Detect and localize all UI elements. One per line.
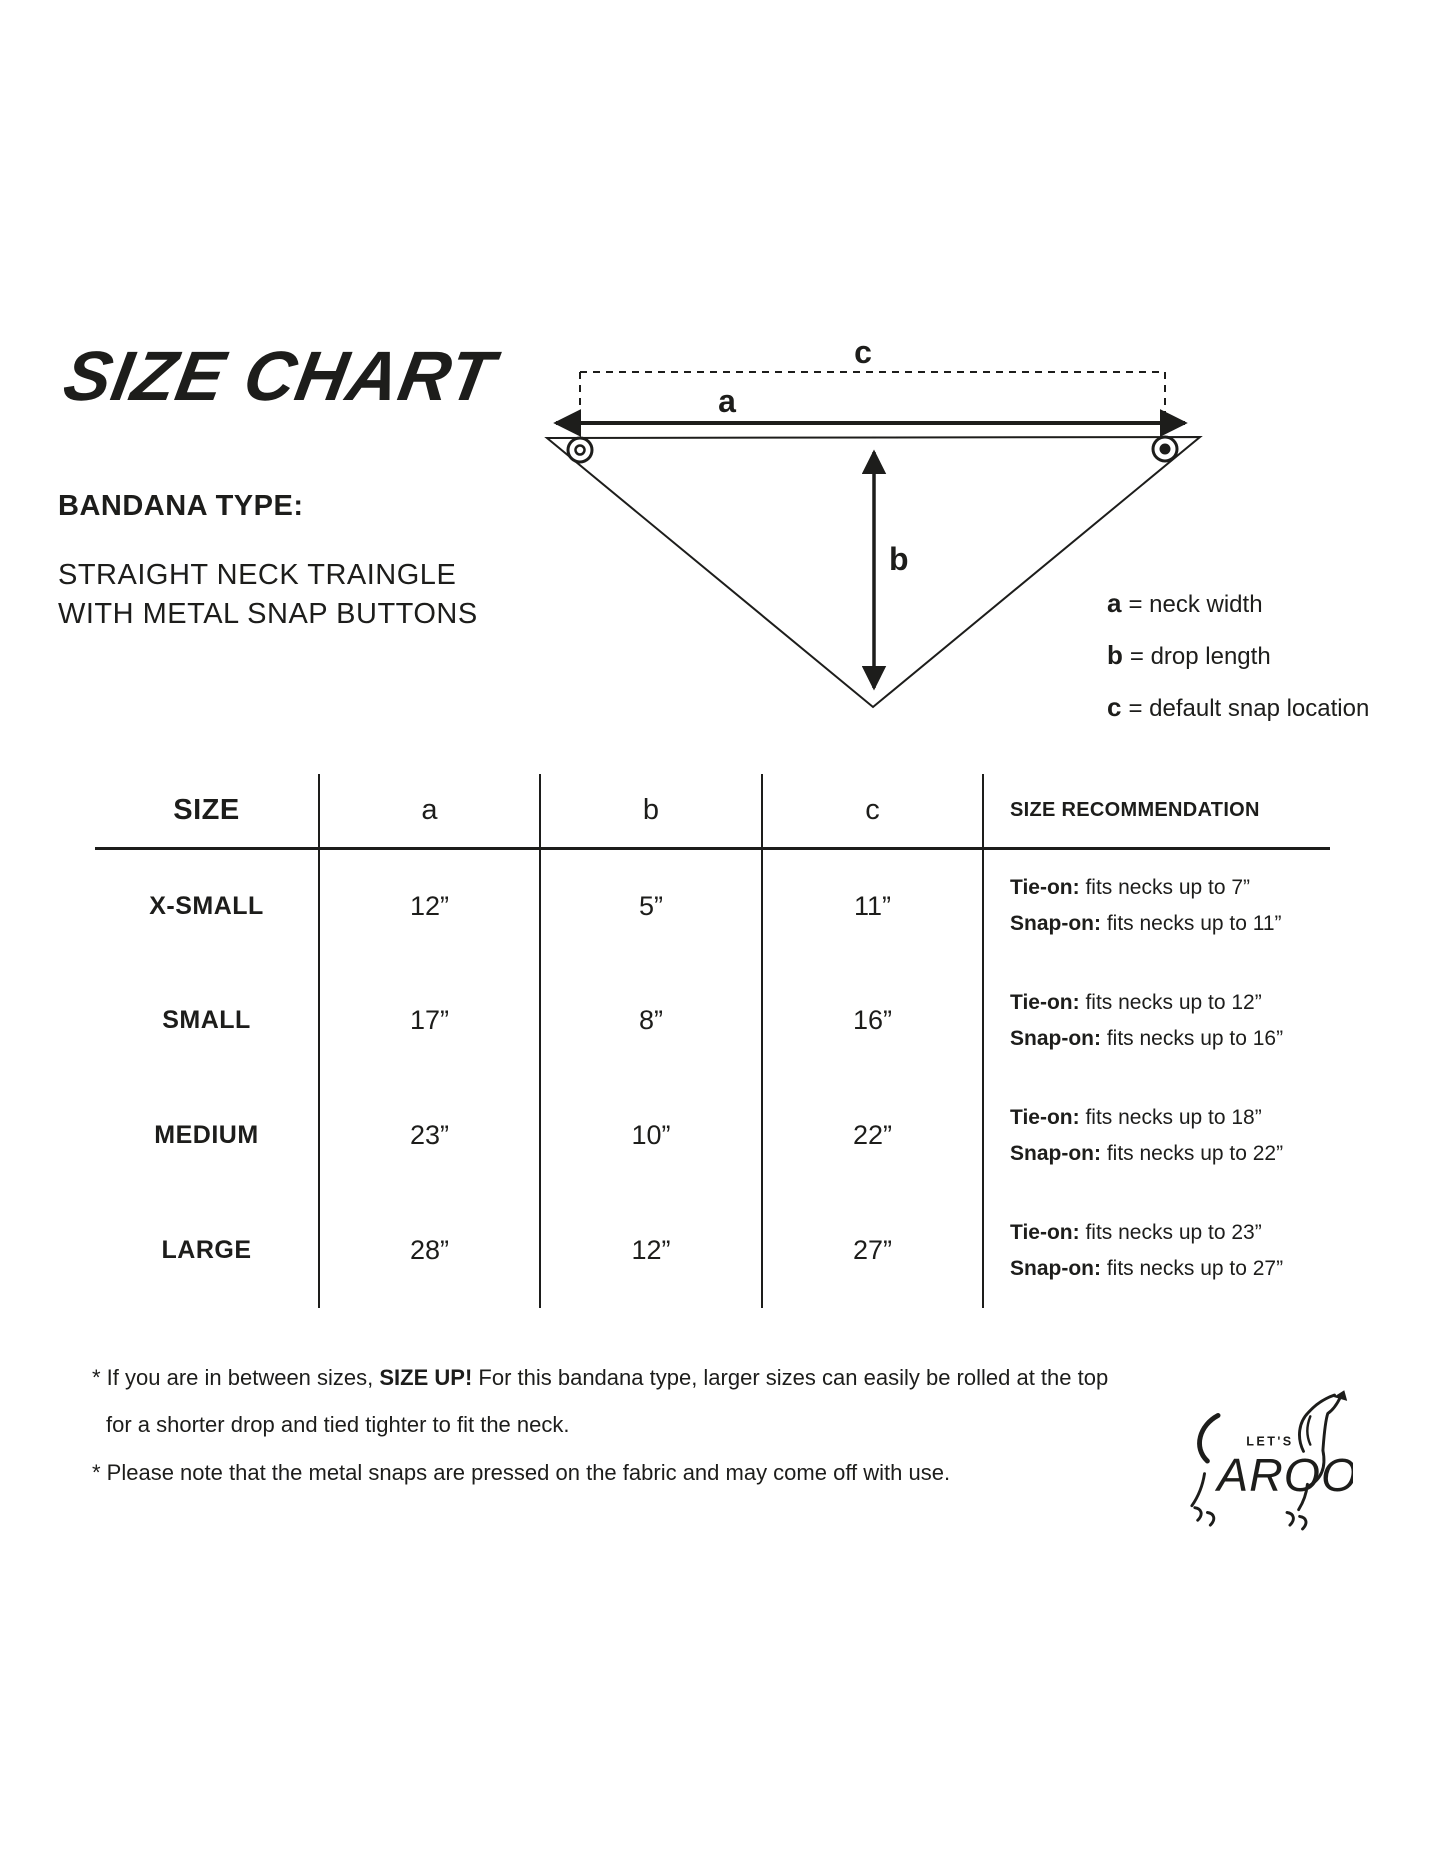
row-recommendation <box>983 1078 1330 1193</box>
page-title: SIZE CHART <box>58 337 501 415</box>
footnotes <box>92 1354 1112 1496</box>
legend-letter-b: b <box>1107 640 1123 670</box>
tie-on-label: Tie-on: <box>1010 1220 1080 1244</box>
legend-letter-c: c <box>1107 692 1122 722</box>
row-a: 17” <box>319 963 540 1078</box>
header-size: SIZE <box>95 774 319 848</box>
row-a: 28” <box>319 1193 540 1308</box>
footnote-size-up: * If you are in between sizes, SIZE UP! For this bandana type, larger sizes can easily be rolled at the top for a shorter drop and tied tighter to fit the neck. <box>92 1365 1109 1437</box>
row-a: 12” <box>319 848 540 963</box>
size-table <box>95 774 1330 1308</box>
dog-head <box>1299 1395 1334 1451</box>
bandana-type-line1: STRAIGHT NECK TRAINGLE <box>58 559 457 591</box>
row-b: 5” <box>540 848 762 963</box>
snap-on-label: Snap-on: <box>1010 1256 1101 1280</box>
row-recommendation <box>983 848 1330 963</box>
row-a: 23” <box>319 1078 540 1193</box>
dog-tail <box>1200 1415 1219 1461</box>
row-b: 12” <box>540 1193 762 1308</box>
diagram-legend <box>1107 578 1369 734</box>
logo-top-text: LET'S <box>1246 1434 1294 1449</box>
snap-on-label: Snap-on: <box>1010 912 1101 936</box>
logo-main-text: AROO <box>1217 1449 1353 1502</box>
table-row <box>95 1193 1330 1308</box>
dog-logo-icon <box>1188 1388 1353 1538</box>
snap-button-right <box>1153 437 1177 461</box>
tie-on-text: fits necks up to 23” <box>1085 1220 1262 1244</box>
row-size: SMALL <box>95 963 319 1078</box>
tie-on-text: fits necks up to 18” <box>1085 1105 1262 1129</box>
brand-logo <box>1188 1388 1353 1543</box>
row-size: X-SMALL <box>95 848 319 963</box>
legend-text-b: = drop length <box>1129 643 1271 670</box>
dog-ear <box>1307 1416 1310 1444</box>
legend-item-b <box>1107 630 1369 682</box>
legend-text-c: = default snap location <box>1128 695 1370 722</box>
snap-on-text: fits necks up to 11” <box>1106 912 1282 936</box>
tie-on-label: Tie-on: <box>1010 876 1080 900</box>
table-row <box>95 963 1330 1078</box>
snap-on-label: Snap-on: <box>1010 1026 1101 1050</box>
row-size: LARGE <box>95 1193 319 1308</box>
footnote-metal-snaps: * Please note that the metal snaps are pressed on the fabric and may come off with use. <box>92 1460 951 1485</box>
bandana-type-line2: WITH METAL SNAP BUTTONS <box>58 598 478 630</box>
row-size: MEDIUM <box>95 1078 319 1193</box>
row-c: 27” <box>762 1193 983 1308</box>
tie-on-label: Tie-on: <box>1010 990 1080 1014</box>
row-b: 10” <box>540 1078 762 1193</box>
table-row <box>95 848 1330 963</box>
snap-on-text: fits necks up to 22” <box>1106 1141 1284 1165</box>
tie-on-label: Tie-on: <box>1010 1105 1080 1129</box>
legend-item-c <box>1107 682 1369 734</box>
header-c: c <box>762 774 983 848</box>
diagram-label-b: b <box>889 541 909 577</box>
tie-on-text: fits necks up to 12” <box>1085 990 1262 1014</box>
legend-letter-a: a <box>1107 588 1122 618</box>
legend-text-a: = neck width <box>1128 591 1263 618</box>
bandana-type-label: BANDANA TYPE: <box>58 490 304 522</box>
snap-button-left <box>568 438 592 462</box>
header-recommendation: SIZE RECOMMENDATION <box>983 774 1330 848</box>
header-a: a <box>319 774 540 848</box>
row-b: 8” <box>540 963 762 1078</box>
snap-on-text: fits necks up to 27” <box>1106 1256 1284 1280</box>
row-c: 11” <box>762 848 983 963</box>
snap-on-label: Snap-on: <box>1010 1141 1101 1165</box>
bandana-type-description <box>58 556 478 634</box>
row-recommendation <box>983 963 1330 1078</box>
legend-item-a <box>1107 578 1369 630</box>
snap-on-text: fits necks up to 16” <box>1106 1026 1284 1050</box>
diagram-label-a: a <box>718 383 736 419</box>
row-c: 16” <box>762 963 983 1078</box>
table-row <box>95 1078 1330 1193</box>
row-c: 22” <box>762 1078 983 1193</box>
row-recommendation <box>983 1193 1330 1308</box>
tie-on-text: fits necks up to 7” <box>1085 876 1251 900</box>
diagram-label-c: c <box>854 334 872 370</box>
header-b: b <box>540 774 762 848</box>
table-header-row <box>95 774 1330 848</box>
